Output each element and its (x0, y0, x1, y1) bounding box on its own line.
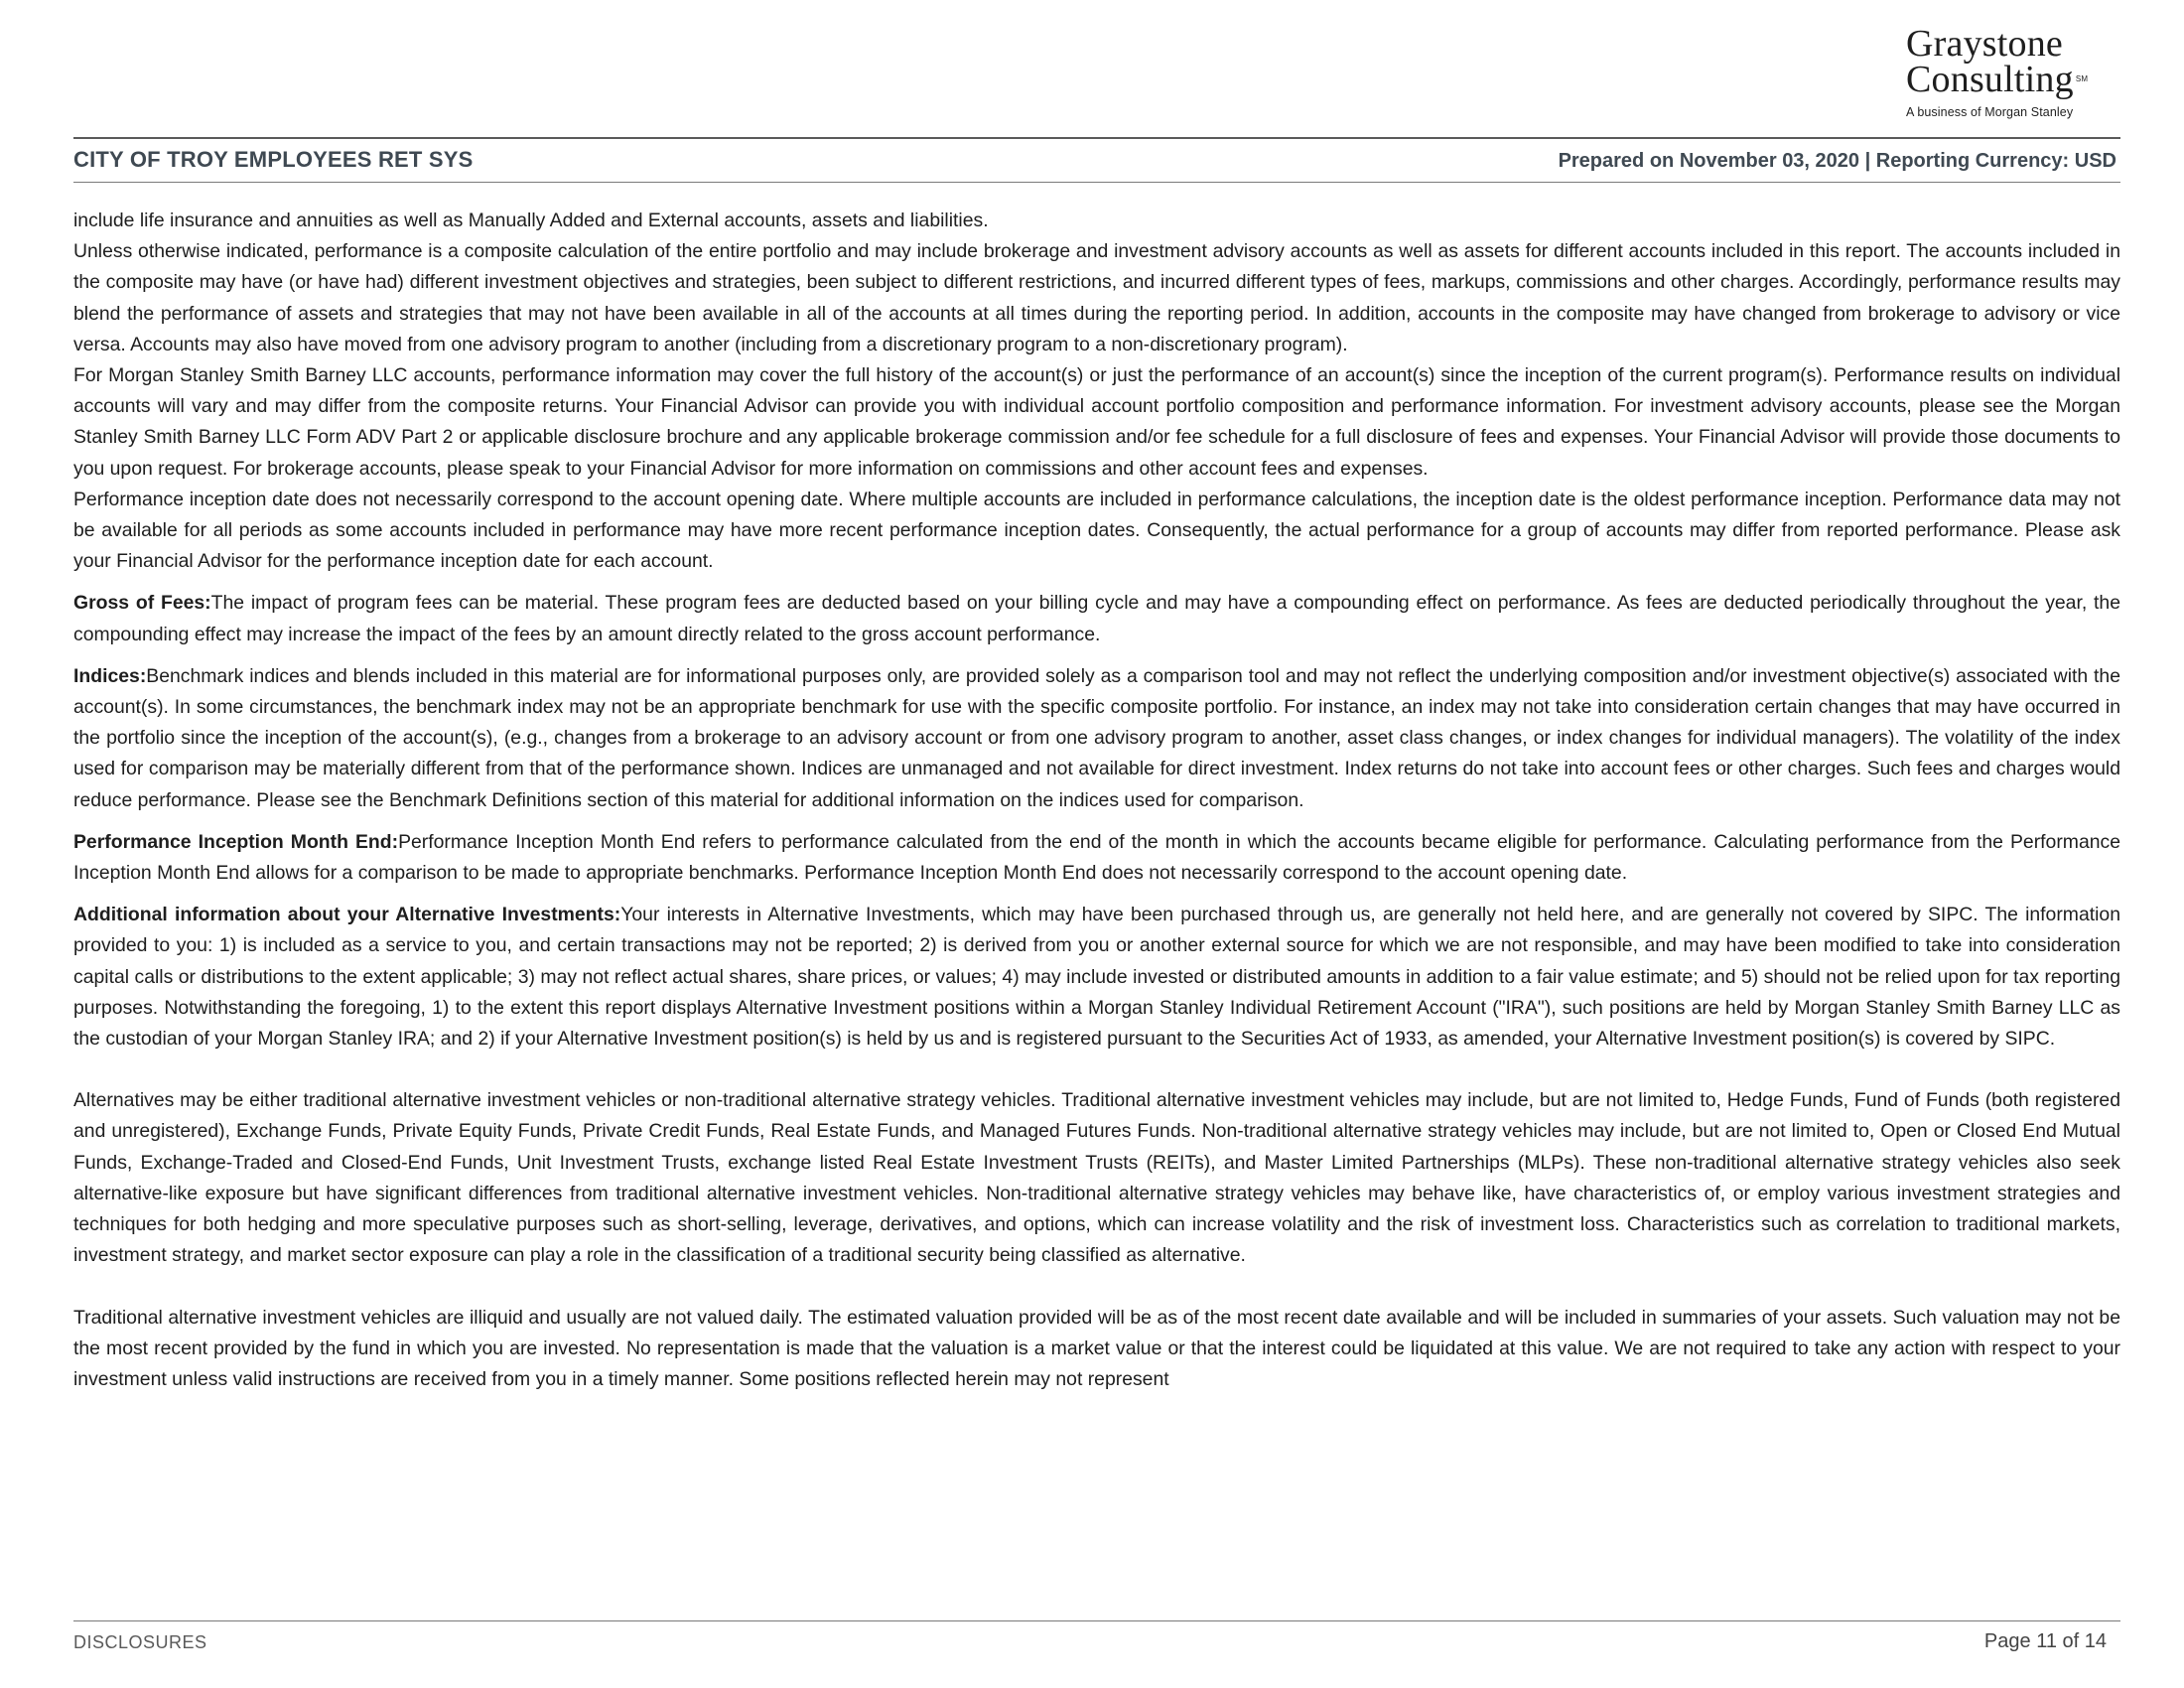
indices-text: Benchmark indices and blends included in this material are for informational purposes only, are provided solely as a comparison tool and may not reflect the underlying composition and/or investment objective(s) associated with the account(s). In some circumstances, the benchmark index may not be an appropriate benchmark for use with the specific composite portfolio. For instance, an index may not take into consideration certain changes that may have occurred in the portfolio since the inception of the account(s), (e.g., changes from a brokerage to an advisory account or from one advisory program to another, asset class changes, or index changes for individual managers). The volatility of the index used for comparison may be materially different from that of the performance shown. Indices are unmanaged and not available for direct investment. Index returns do not take into account fees or other charges. Such fees and charges would reduce performance. Please see the Benchmark Definitions section of this material for additional information on the indices used for comparison. (73, 664, 2120, 811)
paragraph-alternatives: Alternatives may be either traditional alternative investment vehicles or non-traditional alternative strategy vehicles. Traditional alternative investment vehicles may include, but are not limited to, Hedge Funds, Fund of Funds (both registered and unregistered), Exchange Funds, Private Equity Funds, Private Credit Funds, Real Estate Funds, and Managed Futures Funds. Non-traditional alternative strategy vehicles may include, but are not limited to, Open or Closed End Mutual Funds, Exchange-Traded and Closed-End Funds, Unit Investment Trusts, exchange listed Real Estate Investment Trusts (REITs), and Master Limited Partnerships (MLPs). These non-traditional alternative strategy vehicles also seek alternative-like exposure but have significant differences from traditional alternative investment vehicles. Non-traditional alternative strategy vehicles may behave like, have characteristics of, or employ various investment strategies and techniques for both hedging and more speculative purposes such as short-selling, leverage, derivatives, and options, which can increase volatility and the risk of investment loss. Characteristics such as correlation to traditional markets, investment strategy, and market sector exposure can play a role in the classification of a traditional security being classified as alternative. (73, 1089, 2120, 1267)
header-bottom-rule (73, 182, 2120, 183)
footer-section-label: DISCLOSURES (73, 1632, 207, 1652)
logo-line2-text: Consulting (1906, 59, 2074, 100)
alt-heading: Additional information about your Alternative Investments: (73, 904, 621, 926)
paragraph-traditional: Traditional alternative investment vehicles are illiquid and usually are not valued daily. The estimated valuation provided will be as of the most recent date available and will be included in summaries of your assets. Such valuation may not be the most recent provided by the fund in which you are invested. No representation is made that the valuation is a market value or that the interest could be liquidated at this value. We are not required to take any action with respect to your investment unless valid instructions are received from you in a timely manner. Some positions reflected herein may not represent (73, 1306, 2120, 1390)
section-gross-of-fees (73, 588, 2120, 649)
page-number: Page 11 of 14 (1983, 1630, 2107, 1652)
service-mark: SM (2075, 74, 2089, 83)
section-alternative-investments (73, 900, 2120, 1055)
paragraph-composite: Unless otherwise indicated, performance is a composite calculation of the entire portfolio and may include brokerage and investment advisory accounts as well as assets for different accounts included in this report. The accounts included in the composite may have (or have had) different investment objectives and strategies, been subject to different restrictions, and incurred different types of fees, markups, commissions and other charges. Accordingly, performance results may blend the performance of assets and strategies that may not have been available in all of the accounts at all times during the reporting period. In addition, accounts in the composite may have changed from brokerage to advisory or vice versa. Accounts may also have moved from one advisory program to another (including from a discretionary program to a non-discretionary program). (73, 240, 2120, 355)
paragraph-inception-date: Performance inception date does not necessarily correspond to the account opening date. Where multiple accounts are included in performance calculations, the inception date is the oldest performance inception. Performance data may not be available for all periods as some accounts included in performance may have more recent performance inception dates. Consequently, the actual performance for a group of accounts may differ from reported performance. Please ask your Financial Advisor for the performance inception date for each account. (73, 488, 2120, 573)
indices-heading: Indices: (73, 664, 147, 687)
gross-of-fees-heading: Gross of Fees: (73, 592, 211, 615)
pime-text: Performance Inception Month End refers to performance calculated from the end of the month in which the accounts became eligible for performance. Calculating performance from the Performance Inception Month End allows for a comparison to be made to appropriate benchmarks. Performance Inception Month End does not necessarily correspond to the account opening date. (73, 830, 2120, 885)
logo-line1: Graystone (1906, 23, 2063, 65)
prepared-date: Prepared on November 03, 2020 | Reporting Currency: USD (1558, 150, 2116, 172)
logo-tagline: A business of Morgan Stanley (1906, 105, 2074, 119)
section-indices (73, 661, 2120, 816)
alt-text: Your interests in Alternative Investments, which may have been purchased through us, are generally not held here, and are generally not covered by SIPC. The information provided to you: 1) is included as a service to you, and certain transactions may not be reported; 2) is derived from you or another external source for which we are not responsible, and may have been modified to take into consideration capital calls or distributions to the extent applicable; 3) may not reflect actual shares, share prices, or values; 4) may include invested or distributed amounts in addition to a fair value estimate; and 5) should not be relied upon for tax reporting purposes. Notwithstanding the foregoing, 1) to the extent this report displays Alternative Investment positions within a Morgan Stanley Individual Retirement Account ("IRA"), such positions are held by Morgan Stanley Smith Barney LLC as the custodian of your Morgan Stanley IRA; and 2) if your Alternative Investment position(s) is held by us and is registered pursuant to the Securities Act of 1933, as amended, your Alternative Investment position(s) is covered by SIPC. (73, 904, 2120, 1051)
gross-of-fees-text: The impact of program fees can be material. These program fees are deducted based on your billing cycle and may have a compounding effect on performance. As fees are deducted periodically throughout the year, the compounding effect may increase the impact of the fees by an amount directly related to the gross account performance. (73, 592, 2120, 645)
logo-line2 (1906, 59, 2105, 100)
graystone-logo (1906, 23, 2105, 119)
footer-rule (73, 1620, 2120, 1621)
paragraph-msbsb-accounts: For Morgan Stanley Smith Barney LLC accounts, performance information may cover the full history of the account(s) or just the performance of an account(s) since the inception of the current program(s). Performance results on individual accounts will vary and may differ from the composite returns. Your Financial Advisor can provide you with individual account portfolio composition and performance information. For investment advisory accounts, please see the Morgan Stanley Smith Barney LLC Form ADV Part 2 or applicable disclosure brochure and any applicable brokerage commission and/or fee schedule for a full disclosure of fees and expenses. Your Financial Advisor will provide those documents to you upon request. For brokerage accounts, please speak to your Financial Advisor for more information on commissions and other account fees and expenses. (73, 364, 2120, 480)
disclosure-body (73, 206, 2120, 1395)
client-name: CITY OF TROY EMPLOYEES RET SYS (73, 147, 474, 172)
header-top-rule (73, 137, 2120, 139)
pime-heading: Performance Inception Month End: (73, 830, 399, 853)
paragraph-continued: include life insurance and annuities as well as Manually Added and External accounts, assets and liabilities. (73, 210, 989, 231)
section-performance-inception-month-end (73, 827, 2120, 889)
